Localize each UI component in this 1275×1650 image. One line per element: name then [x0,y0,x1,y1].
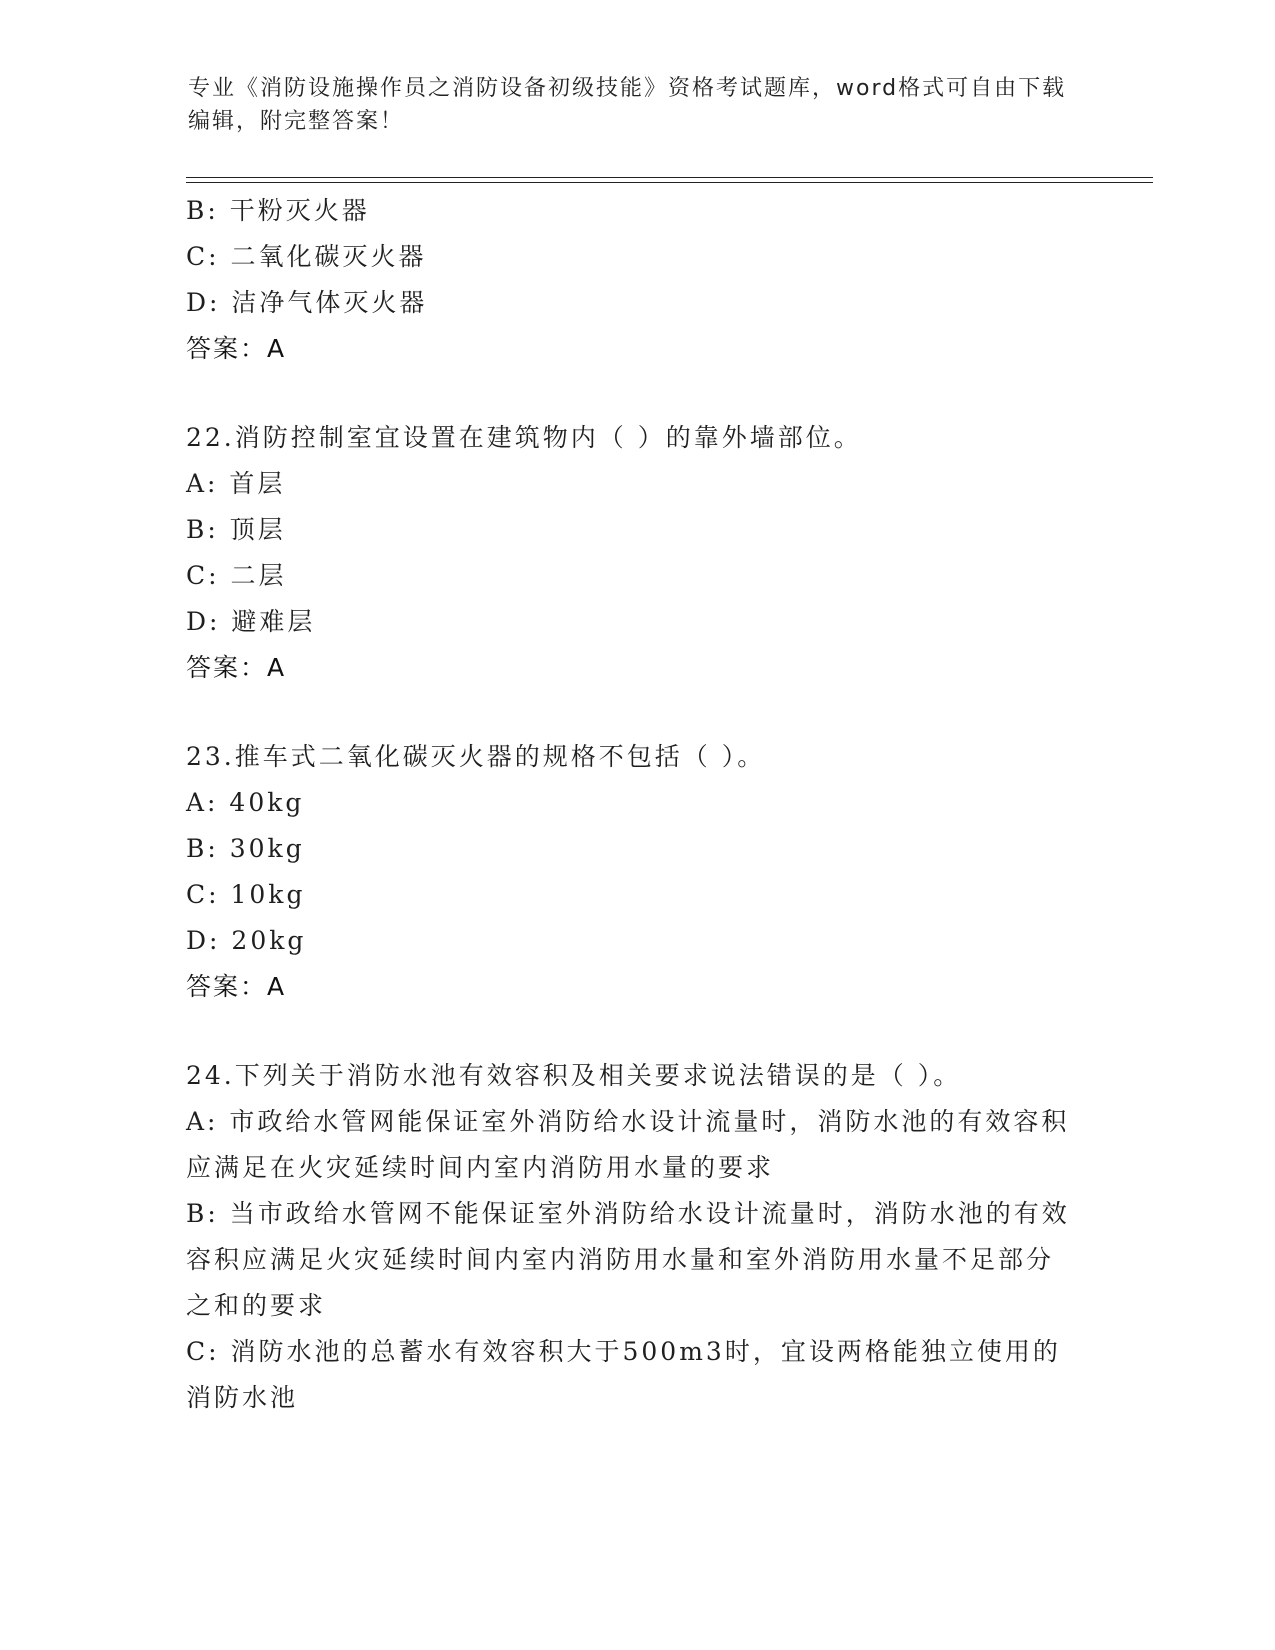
question-stem: 22.消防控制室宜设置在建筑物内（ ）的靠外墙部位。 [186,423,862,452]
option-a: A: 市政给水管网能保证室外消防给水设计流量时，消防水池的有效容积应满足在火灾延续时间内室内消防用水量的要求 [186,1107,1070,1182]
answer-line: 答案：A [186,653,287,682]
option-c: C: 二氧化碳灭火器 [186,242,427,271]
option-a: A: 首层 [186,469,286,498]
option-c: C: 10kg [186,880,306,909]
option-c: C: 消防水池的总蓄水有效容积大于500m3时，宜设两格能独立使用的消防水池 [186,1337,1061,1412]
question-23 [186,734,1076,1010]
option-b: B: 顶层 [186,515,286,544]
option-d: D: 20kg [186,926,307,955]
option-b: B: 当市政给水管网不能保证室外消防给水设计流量时，消防水池的有效容积应满足火灾延续时间内室内消防用水量和室外消防用水量不足部分之和的要求 [186,1199,1070,1320]
option-d: D: 洁净气体灭火器 [186,288,428,317]
option-d: D: 避难层 [186,607,316,636]
question-22 [186,415,1076,691]
answer-line: 答案：A [186,334,287,363]
option-a: A: 40kg [186,788,305,817]
header-divider-top [186,177,1153,178]
question-21-continuation [186,188,1076,372]
option-c: C: 二层 [186,561,287,590]
question-stem: 23.推车式二氧化碳灭火器的规格不包括（ ）。 [186,742,766,771]
question-stem: 24.下列关于消防水池有效容积及相关要求说法错误的是（ ）。 [186,1061,962,1090]
question-24 [186,1053,1076,1421]
option-b: B: 干粉灭火器 [186,196,370,225]
header-divider-bottom [186,182,1153,183]
answer-line: 答案：A [186,972,287,1001]
option-b: B: 30kg [186,834,305,863]
document-header: 专业《消防设施操作员之消防设备初级技能》资格考试题库，word格式可自由下载编辑，附完整答案！ [188,76,1067,134]
question-content [186,188,1076,1421]
